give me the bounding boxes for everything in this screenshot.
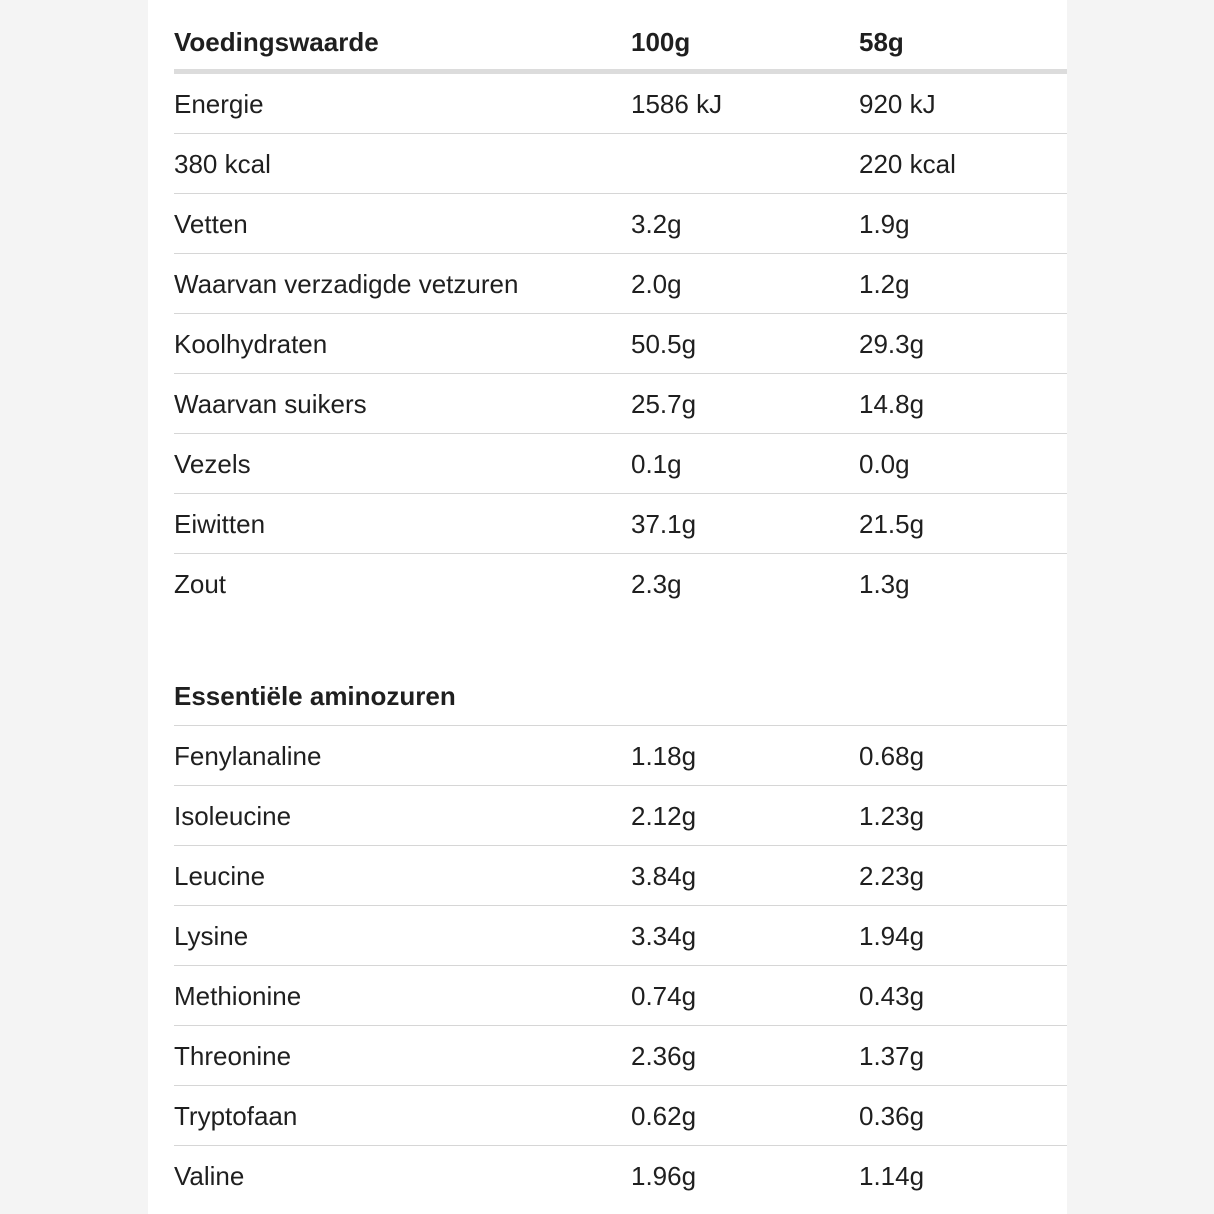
header-per-100g: 100g <box>631 27 691 57</box>
table-row <box>174 906 1067 966</box>
cell-per-100g: 2.12g <box>631 800 697 831</box>
cell-per-serving: 1.14g <box>859 1161 925 1191</box>
table-row <box>174 314 1067 374</box>
table-row <box>174 554 1067 614</box>
cell-per-100g: 1.96g <box>631 1161 697 1191</box>
cell-per-serving: 1.23g <box>859 800 925 831</box>
cell-per-serving: 21.5g <box>859 508 925 539</box>
header-per-serving: 58g <box>859 27 904 57</box>
cell-label: Vezels <box>174 448 251 479</box>
cell-label: Energie <box>174 88 264 119</box>
cell-per-100g: 2.0g <box>631 268 682 299</box>
cell-per-serving: 0.68g <box>859 740 925 771</box>
amino-acid-rows <box>174 726 1067 1206</box>
table-row <box>174 1146 1067 1206</box>
cell-per-serving: 14.8g <box>859 388 925 419</box>
cell-label: Vetten <box>174 208 248 239</box>
header-nutrient: Voedingswaarde <box>174 27 379 57</box>
cell-per-100g: 2.3g <box>631 569 682 599</box>
cell-per-serving: 920 kJ <box>859 88 936 119</box>
table-row <box>174 254 1067 314</box>
cell-per-serving: 2.23g <box>859 860 925 891</box>
cell-per-100g: 3.84g <box>631 860 697 891</box>
table-row <box>174 1026 1067 1086</box>
section-spacer <box>174 614 1067 666</box>
table-row <box>174 966 1067 1026</box>
cell-label: Leucine <box>174 860 266 891</box>
nutrition-table <box>174 0 1067 1206</box>
cell-per-100g: 0.74g <box>631 980 697 1011</box>
cell-label: Isoleucine <box>174 800 292 831</box>
cell-per-serving: 0.0g <box>859 448 910 479</box>
cell-per-100g: 0.1g <box>631 448 682 479</box>
cell-per-serving: 0.36g <box>859 1100 925 1131</box>
cell-per-serving: 220 kcal <box>859 148 956 179</box>
cell-label: 380 kcal <box>174 148 271 179</box>
table-header-row <box>174 0 1067 74</box>
cell-per-serving: 29.3g <box>859 328 925 359</box>
cell-label: Valine <box>174 1161 245 1191</box>
table-row <box>174 1086 1067 1146</box>
cell-label: Methionine <box>174 980 302 1011</box>
cell-label: Waarvan verzadigde vetzuren <box>174 268 519 299</box>
cell-label: Threonine <box>174 1040 292 1071</box>
cell-per-serving: 1.94g <box>859 920 925 951</box>
table-row <box>174 194 1067 254</box>
table-row <box>174 74 1067 134</box>
cell-per-serving: 0.43g <box>859 980 925 1011</box>
cell-label: Lysine <box>174 920 249 951</box>
nutrition-rows <box>174 74 1067 614</box>
cell-per-serving: 1.2g <box>859 268 910 299</box>
cell-label: Zout <box>174 569 227 599</box>
table-row <box>174 726 1067 786</box>
cell-label: Fenylanaline <box>174 740 322 771</box>
cell-label: Koolhydraten <box>174 328 328 359</box>
cell-label: Waarvan suikers <box>174 388 367 419</box>
table-row <box>174 374 1067 434</box>
table-row <box>174 494 1067 554</box>
nutrition-panel <box>148 0 1067 1214</box>
cell-per-100g: 3.34g <box>631 920 697 951</box>
table-row <box>174 846 1067 906</box>
cell-per-100g: 50.5g <box>631 328 697 359</box>
cell-per-serving: 1.9g <box>859 208 910 239</box>
cell-per-100g: 0.62g <box>631 1100 697 1131</box>
cell-label: Eiwitten <box>174 508 266 539</box>
cell-per-100g: 1.18g <box>631 740 697 771</box>
cell-per-100g: 3.2g <box>631 208 682 239</box>
table-row <box>174 786 1067 846</box>
cell-label: Tryptofaan <box>174 1100 298 1131</box>
cell-per-100g: 2.36g <box>631 1040 697 1071</box>
cell-per-100g: 25.7g <box>631 388 697 419</box>
table-row <box>174 134 1067 194</box>
cell-per-100g: 37.1g <box>631 508 697 539</box>
cell-per-serving: 1.37g <box>859 1040 925 1071</box>
amino-acids-title: Essentiële aminozuren <box>174 680 456 711</box>
cell-per-serving: 1.3g <box>859 569 910 599</box>
amino-acids-section-title-row <box>174 666 1067 726</box>
cell-per-100g: 1586 kJ <box>631 88 723 119</box>
table-row <box>174 434 1067 494</box>
